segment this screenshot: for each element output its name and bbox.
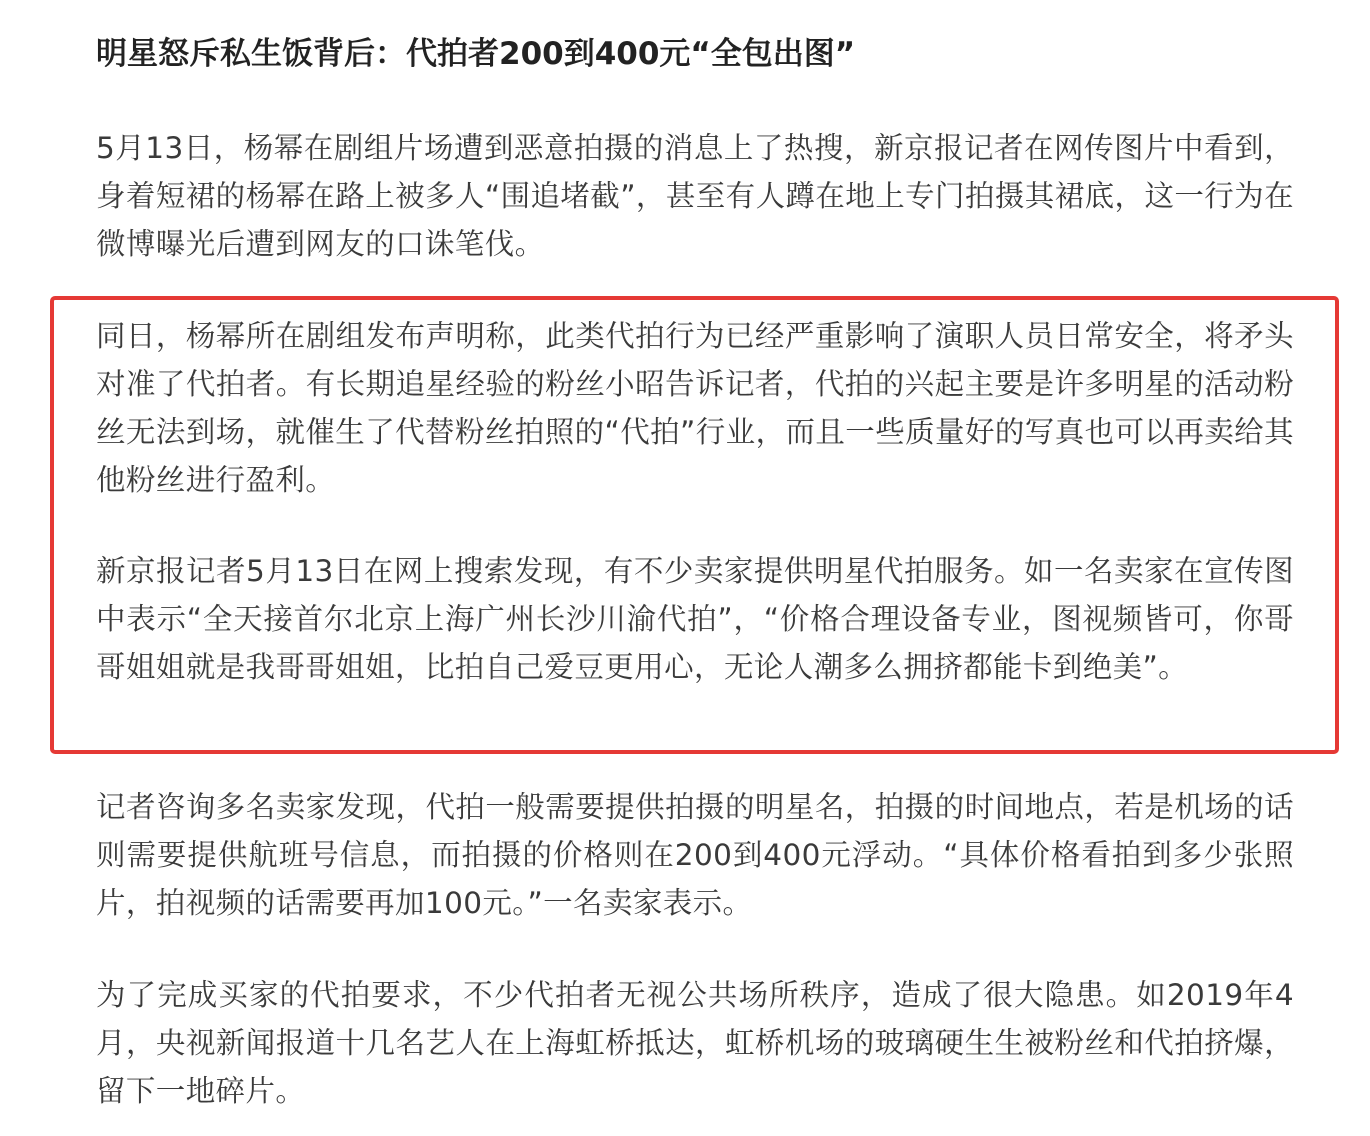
paragraph-4: 记者咨询多名卖家发现，代拍一般需要提供拍摄的明星名，拍摄的时间地点，若是机场的话则需要提供航班号信息，而拍摄的价格则在200到400元浮动。“具体价格看拍到多少张照片，拍视频的话需要再加100元。”一名卖家表示。 (96, 790, 1294, 920)
paragraph-5: 为了完成买家的代拍要求，不少代拍者无视公共场所秩序，造成了很大隐患。如2019年4月，央视新闻报道十几名艺人在上海虹桥抵达，虹桥机场的玻璃硬生生被粉丝和代拍挤爆，留下一地碎片。 (96, 978, 1294, 1108)
paragraph-1: 5月13日，杨幂在剧组片场遭到恶意拍摄的消息上了热搜，新京报记者在网传图片中看到，身着短裙的杨幂在路上被多人“围追堵截”，甚至有人蹲在地上专门拍摄其裙底，这一行为在微博曝光后遭到网友的口诛笔伐。 (96, 131, 1294, 261)
article-title: 明星怒斥私生饭背后：代拍者200到400元“全包出图” (96, 36, 856, 72)
paragraph-3: 新京报记者5月13日在网上搜索发现，有不少卖家提供明星代拍服务。如一名卖家在宣传图中表示“全天接首尔北京上海广州长沙川渝代拍”，“价格合理设备专业，图视频皆可，你哥哥姐姐就是我哥哥姐姐，比拍自己爱豆更用心，无论人潮多么拥挤都能卡到绝美”。 (96, 554, 1294, 684)
paragraph-2: 同日，杨幂所在剧组发布声明称，此类代拍行为已经严重影响了演职人员日常安全，将矛头对准了代拍者。有长期追星经验的粉丝小昭告诉记者，代拍的兴起主要是许多明星的活动粉丝无法到场，就催生了代替粉丝拍照的“代拍”行业，而且一些质量好的写真也可以再卖给其他粉丝进行盈利。 (96, 319, 1294, 497)
